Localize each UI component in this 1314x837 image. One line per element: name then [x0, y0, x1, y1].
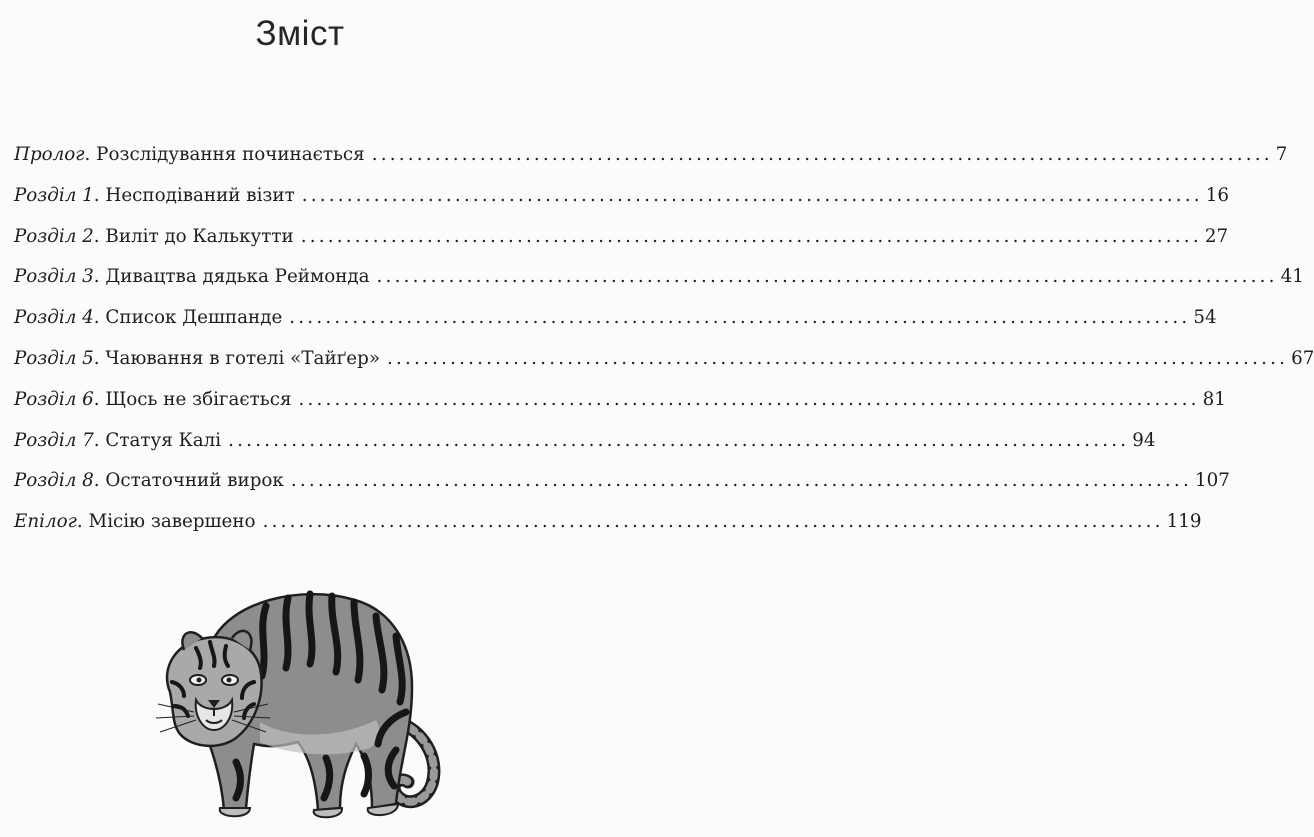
dot-leader: .................................................................................................... — [262, 511, 1164, 533]
toc-entry-title: Остаточний вирок — [105, 470, 284, 492]
toc-entry-title: Розслідування починається — [96, 144, 365, 165]
toc-entry-label: Розділ 7 — [14, 429, 94, 451]
toc-entry-page: 27 — [1204, 225, 1229, 247]
toc-entry[interactable]: Розділ 4 . Список Дешпанде .................................................................................................... 54 — [14, 307, 1217, 329]
dot-leader: .................................................................................................... — [228, 429, 1130, 451]
toc-entry-title: Несподіваний візит — [105, 184, 295, 206]
toc-entry-page: 81 — [1202, 388, 1226, 410]
toc-entry-page: 94 — [1132, 429, 1156, 451]
toc-entry[interactable]: Розділ 1 . Несподіваний візит .................................................................................................... 16 — [14, 184, 1230, 206]
toc-entry-label: Розділ 2 — [14, 225, 94, 247]
dot-leader: .................................................................................................... — [387, 347, 1289, 369]
toc-entry-page: 7 — [1275, 144, 1288, 165]
toc-entry-title: Дивацтва дядька Реймонда — [105, 266, 370, 288]
dot-leader: .................................................................................................... — [298, 388, 1200, 410]
toc-entry[interactable]: Розділ 3 . Дивацтва дядька Реймонда .................................................................................................... 41 — [14, 266, 1304, 288]
toc-entry-title: Чаювання в готелі «Тайґер» — [105, 347, 380, 369]
toc-entry-title: Виліт до Калькутти — [105, 225, 294, 247]
toc-entry-title: Місію завершено — [88, 511, 256, 533]
tiger-icon — [150, 572, 450, 827]
toc-entry-title: Щось не збігається — [105, 388, 292, 410]
toc-entry[interactable]: Розділ 7 . Статуя Калі .................................................................................................... 94 — [14, 429, 1156, 451]
toc-entry[interactable]: Епілог . Місію завершено .................................................................................................... 119 — [14, 511, 1202, 533]
dot-leader: .................................................................................................... — [300, 225, 1202, 247]
toc-entry-label: Розділ 5 — [14, 347, 94, 369]
dot-leader: .................................................................................................... — [376, 266, 1278, 288]
toc-entry-title: Статуя Калі — [105, 429, 222, 451]
toc-entry[interactable]: Розділ 5 . Чаювання в готелі «Тайґер» .................................................................................................... 67 — [14, 347, 1314, 369]
dot-leader: .................................................................................................... — [290, 470, 1192, 492]
toc-entry-title: Список Дешпанде — [105, 307, 283, 329]
toc-entry-label: Розділ 1 — [14, 184, 94, 206]
toc-entry-label: Епілог — [14, 511, 77, 533]
toc-entry-page: 54 — [1193, 307, 1217, 329]
dot-leader: .................................................................................................... — [371, 144, 1273, 165]
toc-entry-label: Пролог — [14, 144, 85, 165]
toc-entry-page: 67 — [1291, 347, 1314, 369]
toc-entry[interactable]: Розділ 6 . Щось не збігається .................................................................................................... 81 — [14, 388, 1226, 410]
toc-entry-label: Розділ 6 — [14, 388, 94, 410]
tiger-illustration — [150, 572, 450, 827]
toc-entry-label: Розділ 3 — [14, 266, 94, 288]
dot-leader: .................................................................................................... — [301, 184, 1203, 206]
toc-entry-page: 119 — [1166, 511, 1202, 533]
toc-entry-page: 16 — [1205, 184, 1230, 206]
toc-entry-page: 107 — [1194, 470, 1230, 492]
toc-entry[interactable]: Пролог . Розслідування починається .................................................................................................... 7 — [14, 144, 1288, 165]
dot-leader: .................................................................................................... — [289, 307, 1191, 329]
page-title: Зміст — [255, 14, 345, 53]
toc-entry[interactable]: Розділ 2 . Виліт до Калькутти .................................................................................................... 27 — [14, 225, 1229, 247]
table-of-contents — [14, 144, 1314, 552]
toc-entry[interactable]: Розділ 8 . Остаточний вирок .................................................................................................... 107 — [14, 470, 1230, 492]
toc-entry-label: Розділ 8 — [14, 470, 94, 492]
toc-entry-page: 41 — [1280, 266, 1304, 288]
toc-entry-label: Розділ 4 — [14, 307, 94, 329]
